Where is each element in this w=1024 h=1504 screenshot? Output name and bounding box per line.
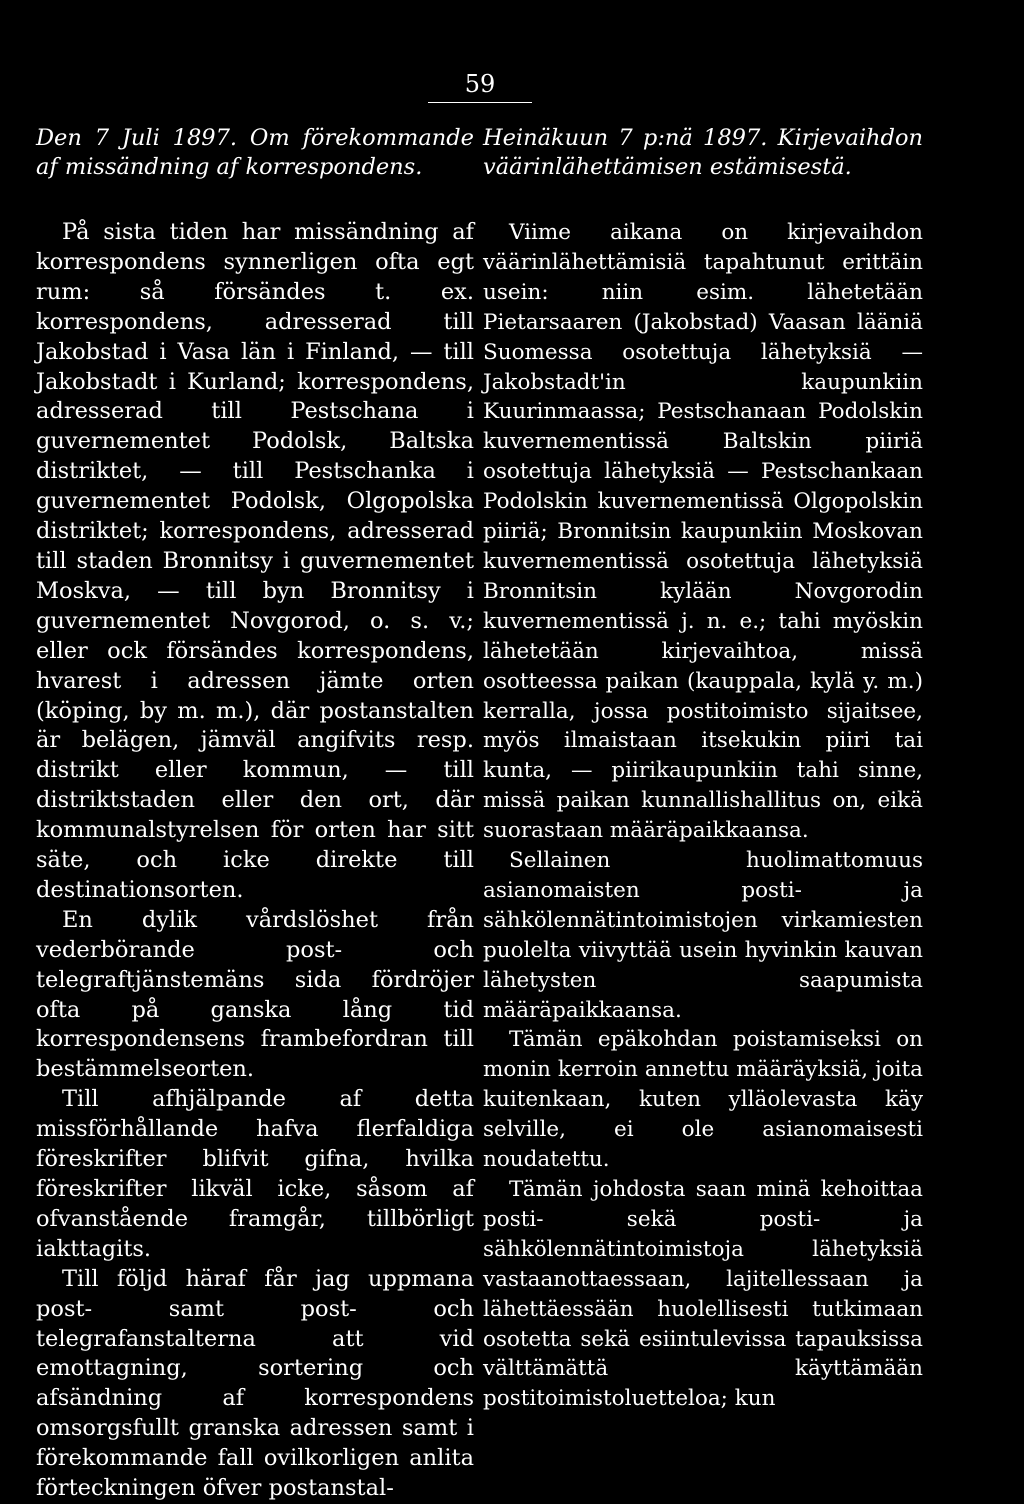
swedish-column xyxy=(36,124,474,1504)
finnish-body xyxy=(483,218,923,1414)
finnish-paragraph: Tämän johdosta saan minä kehoittaa posti- sekä posti- ja sähkölennätintoimistoja lähetyksiä vastaanottaessaan, lajitellessaan ja lähettäessään huolellisesti tutkimaan osotetta sekä esiintulevissa tapauksissa välttämättä käyttämään postitoimistoluetteloa; kun xyxy=(483,1177,923,1412)
swedish-paragraph: Till afhjälpande af detta missförhållande hafva flerfaldiga föreskrifter blifvit gifna, hvilka föreskrifter likväl icke, såsom af ofvanstående framgår, tillbörligt iakttagits. xyxy=(36,1086,474,1262)
swedish-paragraph: En dylik vårdslöshet från vederbörande post- och telegraftjänstemäns sida fördröjer ofta på ganska lång tid korrespondensens frambefordran till bestämmelseorten. xyxy=(36,906,474,1083)
page-number: 59 xyxy=(428,70,532,103)
finnish-paragraph: Viime aikana on kirjevaihdon väärinlähettämisiä tapahtunut erittäin usein: niin esim. lähetetään Pietarsaaren (Jakobstad) Vaasan lääniä Suomessa osotettuja lähetyksiä — Jakobstadt'in kaupunkiin Kuurinmaassa; Pestschanaan Podolskin kuvernementissä Baltskin piiriä osotettuja lähetyksiä — Pestschankaan Podolskin kuvernementissä Olgopolskin piiriä; Bronnitsin kaupunkiin Moskovan kuvernementissä osotettuja lähetyksiä Bronnitsin kylään Novgorodin kuvernementissä j. n. e.; tahi myöskin lähetetään kirjevaihtoa, missä osotteessa paikan (kauppala, kylä y. m.) kerralla, jossa postitoimisto sijaitsee, myös ilmaistaan itsekukin piiri tai kunta, — piirikaupunkiin tahi sinne, missä paikan kunnallishallitus on, eikä suorastaan määräpaikkaansa. xyxy=(483,220,923,844)
swedish-heading: Den 7 Juli 1897. Om förekommande af missändning af korrespondens. xyxy=(36,125,474,180)
finnish-column xyxy=(483,124,923,1414)
swedish-paragraph: På sista tiden har missändning af korrespondens synnerligen ofta egt rum: så försändes t. ex. korrespondens, adresserad till Jakobstad i Vasa län i Finland, — till Jakobstadt i Kurland; korrespondens, adresserad till Pestschana i guvernementet Podolsk, Baltska distriktet, — till Pestschanka i guvernementet Podolsk, Olgopolska distriktet; korrespondens, adresserad till staden Bronnitsy i guvernementet Moskva, — till byn Bronnitsy i guvernementet Novgorod, o. s. v.; eller ock försändes korrespondens, hvarest i adressen jämte orten (köping, by m. m.), där postanstalten är belägen, jämväl angifvits resp. distrikt eller kommun, — till distriktstaden eller den ort, där kommunalstyrelsen för orten har sitt säte, och icke direkte till destinationsorten. xyxy=(36,219,474,903)
finnish-heading: Heinäkuun 7 p:nä 1897. Kirjevaihdon väärinlähettämisen estämisestä. xyxy=(483,125,923,180)
swedish-paragraph: Till följd häraf får jag uppmana post- samt post- och telegrafanstalterna att vid emottagning, sortering och afsändning af korrespondens omsorgsfullt granska adressen samt i förekommande fall ovilkorligen anlita förteckningen öfver postanstal- xyxy=(36,1265,474,1502)
finnish-paragraph: Tämän epäkohdan poistamiseksi on monin kerroin annettu määräyksiä, joita kuitenkaan, kuten ylläolevasta käy selville, ei ole asianomaisesti noudatettu. xyxy=(483,1027,923,1173)
finnish-paragraph: Sellainen huolimattomuus asianomaisten posti- ja sähkölennätintoimistojen virkamiesten puolelta viivyttää usein hyvinkin kauvan lähetysten saapumista määräpaikkaansa. xyxy=(483,848,923,1023)
swedish-body xyxy=(36,218,474,1504)
